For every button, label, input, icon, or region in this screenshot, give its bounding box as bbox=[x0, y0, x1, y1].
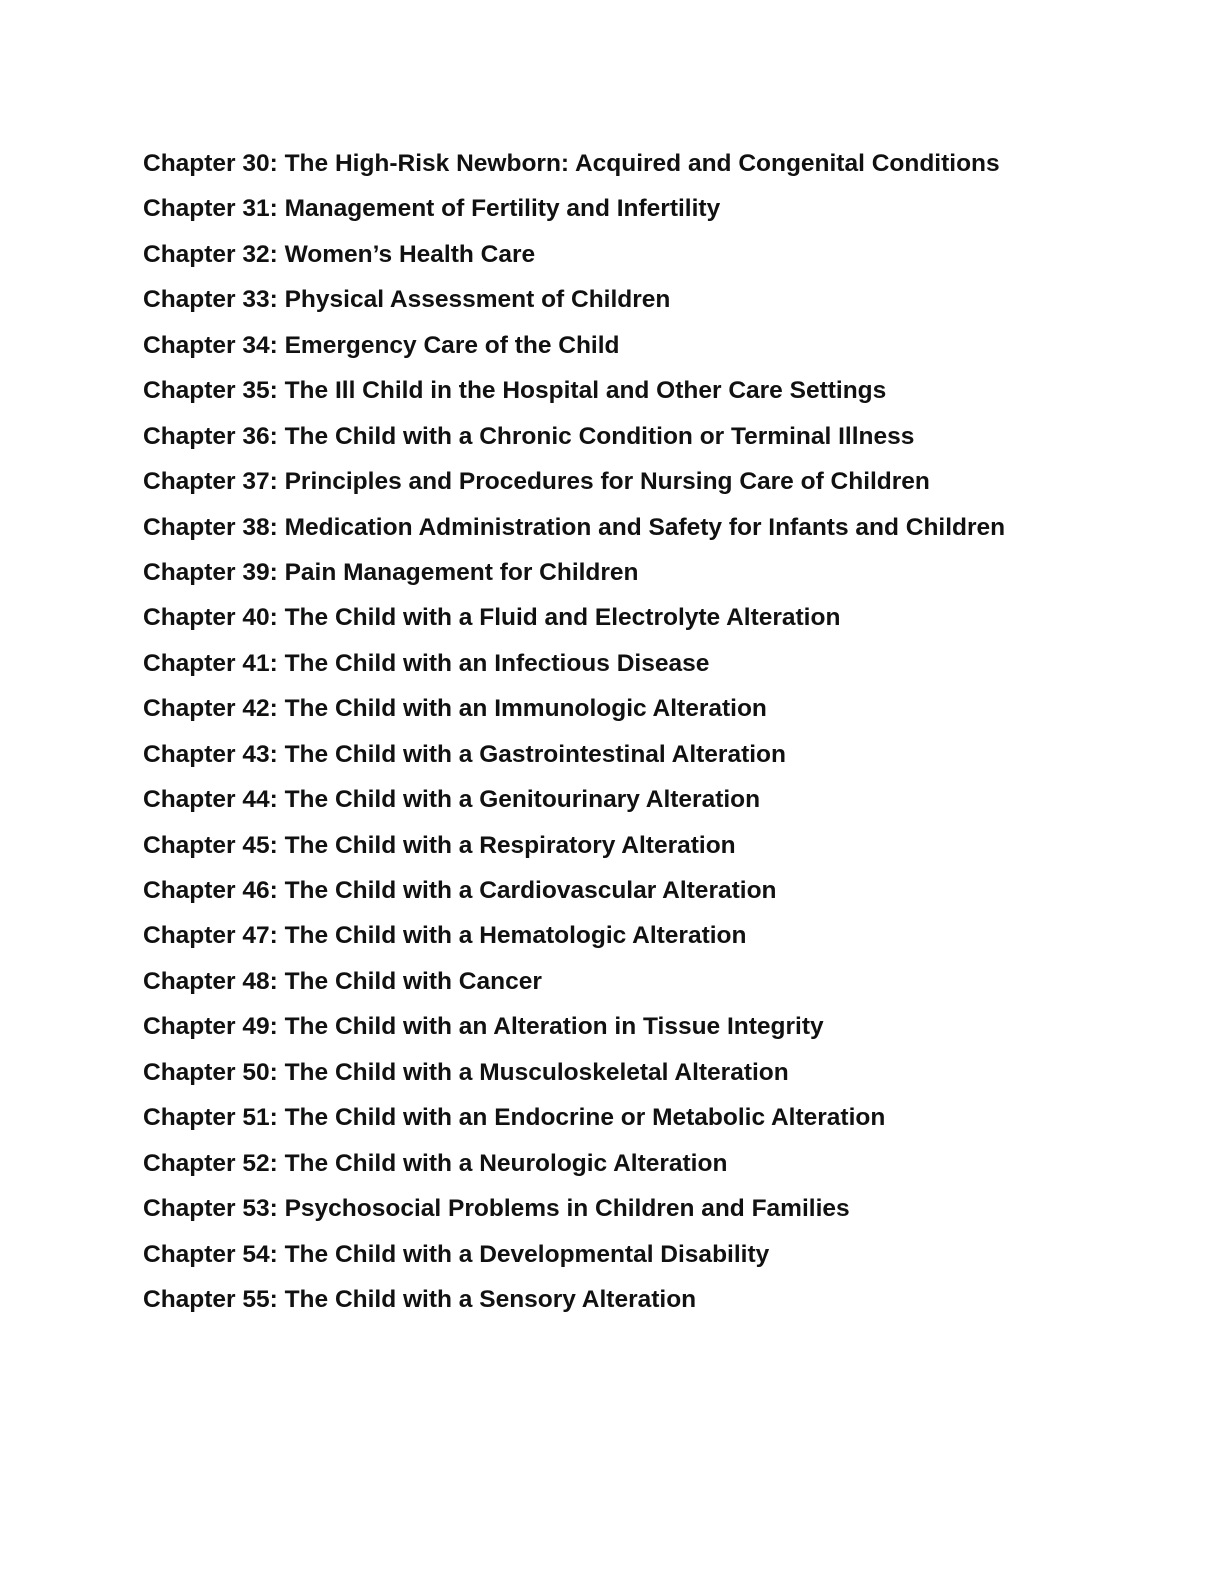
chapter-item: Chapter 41: The Child with an Infectious Disease bbox=[143, 649, 710, 677]
chapter-item: Chapter 31: Management of Fertility and Infertility bbox=[143, 195, 721, 223]
chapter-item: Chapter 54: The Child with a Developmental Disability bbox=[143, 1240, 770, 1268]
chapter-item: Chapter 53: Psychosocial Problems in Children and Families bbox=[143, 1195, 850, 1223]
chapter-item: Chapter 38: Medication Administration and Safety for Infants and Children bbox=[143, 513, 1006, 541]
chapter-item: Chapter 46: The Child with a Cardiovascular Alteration bbox=[143, 877, 777, 904]
chapter-item: Chapter 42: The Child with an Immunologic Alteration bbox=[143, 695, 767, 723]
chapter-item: Chapter 43: The Child with a Gastrointestinal Alteration bbox=[143, 740, 786, 768]
chapter-item: Chapter 34: Emergency Care of the Child bbox=[143, 331, 620, 359]
chapter-item: Chapter 55: The Child with a Sensory Alteration bbox=[143, 1285, 697, 1313]
chapter-item: Chapter 51: The Child with an Endocrine or Metabolic Alteration bbox=[143, 1104, 886, 1132]
chapter-item: Chapter 52: The Child with a Neurologic Alteration bbox=[143, 1149, 728, 1177]
chapter-item: Chapter 47: The Child with a Hematologic Alteration bbox=[143, 922, 747, 950]
chapter-item: Chapter 48: The Child with Cancer bbox=[143, 967, 542, 995]
chapter-item: Chapter 49: The Child with an Alteration in Tissue Integrity bbox=[143, 1013, 824, 1041]
chapter-item: Chapter 30: The High-Risk Newborn: Acquired and Congenital Conditions bbox=[143, 150, 1000, 177]
chapter-item: Chapter 37: Principles and Procedures for Nursing Care of Children bbox=[143, 468, 930, 496]
chapter-item: Chapter 39: Pain Management for Children bbox=[143, 558, 639, 586]
chapter-list bbox=[143, 141, 1183, 1322]
chapter-item: Chapter 35: The Ill Child in the Hospital and Other Care Settings bbox=[143, 377, 887, 405]
chapter-item: Chapter 33: Physical Assessment of Children bbox=[143, 286, 671, 314]
chapter-item: Chapter 36: The Child with a Chronic Condition or Terminal Illness bbox=[143, 422, 915, 450]
chapter-item: Chapter 50: The Child with a Musculoskeletal Alteration bbox=[143, 1058, 789, 1086]
chapter-item: Chapter 44: The Child with a Genitourinary Alteration bbox=[143, 786, 761, 814]
chapter-item: Chapter 32: Women’s Health Care bbox=[143, 240, 536, 268]
chapter-item: Chapter 45: The Child with a Respiratory Alteration bbox=[143, 831, 736, 859]
chapter-item: Chapter 40: The Child with a Fluid and Electrolyte Alteration bbox=[143, 604, 841, 632]
